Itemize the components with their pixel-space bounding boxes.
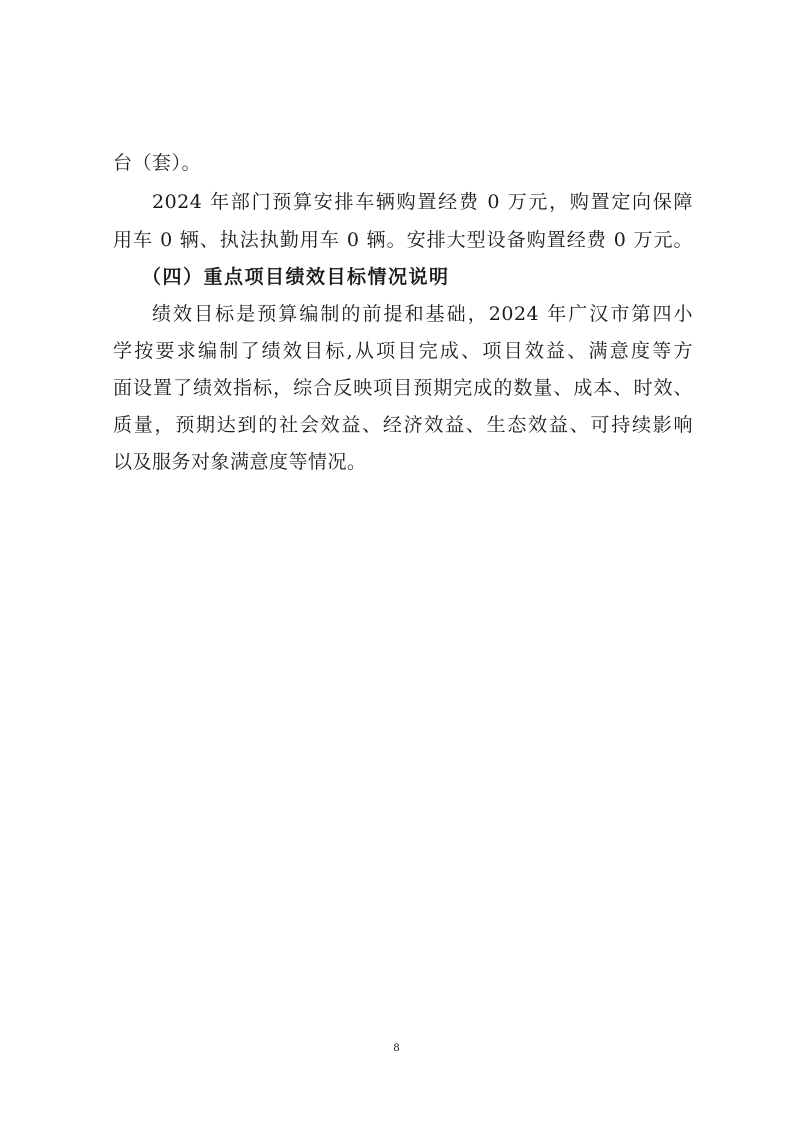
paragraph-line: 2024 年部门预算安排车辆购置经费 0 万元，购置定向保障 — [152, 191, 693, 213]
text-line: 质量，预期达到的社会效益、经济效益、生态效益、可持续影响 — [113, 414, 693, 436]
text-line: 面设置了绩效指标，综合反映项目预期完成的数量、成本、时效、 — [113, 377, 693, 399]
page-number: 8 — [393, 1040, 400, 1054]
text-line: 台（套）。 — [113, 152, 202, 174]
text-line: 用车 0 辆、执法执勤用车 0 辆。安排大型设备购置经费 0 万元。 — [113, 229, 693, 251]
text-line: 以及服务对象满意度等情况。 — [113, 451, 367, 473]
text-line: 学按要求编制了绩效目标,从项目完成、项目效益、满意度等方 — [113, 340, 693, 362]
paragraph-line: 绩效目标是预算编制的前提和基础，2024 年广汉市第四小 — [152, 303, 693, 325]
section-heading: （四）重点项目绩效目标情况说明 — [142, 266, 450, 288]
